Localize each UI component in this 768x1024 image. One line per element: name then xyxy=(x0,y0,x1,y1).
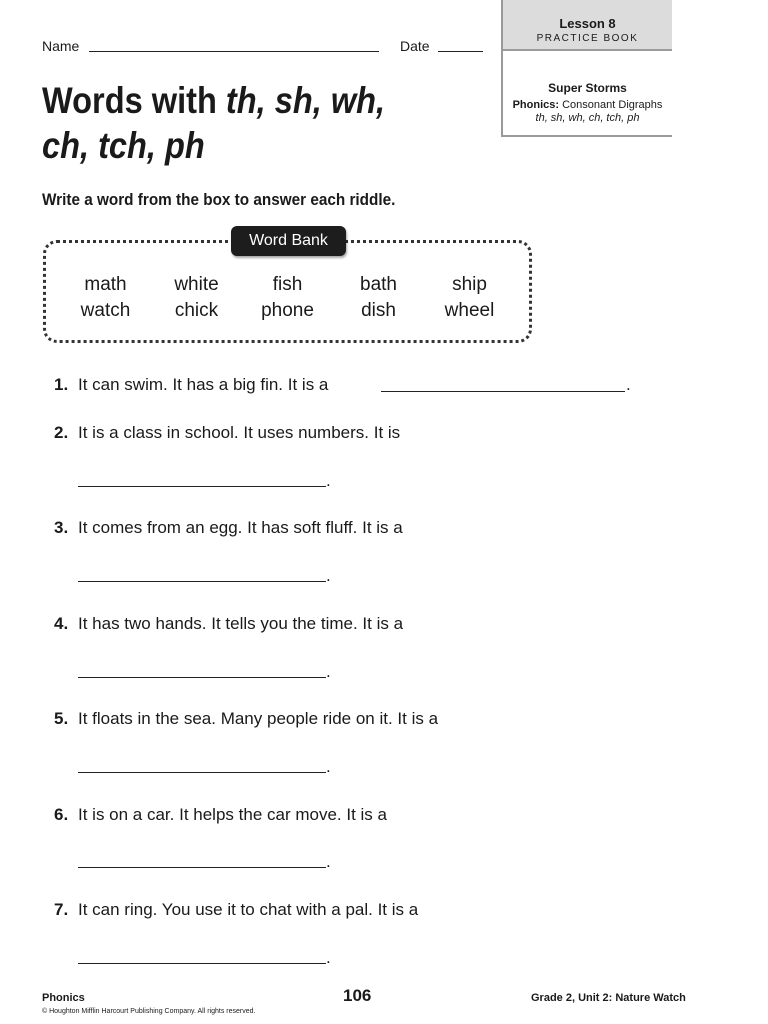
word-bank-word: ship xyxy=(452,274,487,295)
lesson-box xyxy=(501,0,672,51)
answer-period: . xyxy=(626,375,631,394)
date-label: Date xyxy=(400,38,430,54)
riddle-3 xyxy=(54,518,403,538)
word-bank-word: wheel xyxy=(444,300,495,321)
answer-line-3[interactable] xyxy=(78,581,326,582)
answer-line-2[interactable] xyxy=(78,486,326,487)
riddle-1 xyxy=(54,375,328,395)
word-bank-word: bath xyxy=(360,274,397,295)
lesson-title: Lesson 8 xyxy=(559,16,616,31)
footer-subject: Phonics xyxy=(42,992,85,1004)
riddle-text: It has two hands. It tells you the time. It is a xyxy=(78,614,404,633)
word-bank-label: Word Bank xyxy=(231,226,346,256)
title-digraphs-line1: th, sh, wh, xyxy=(225,80,386,121)
riddle-text: It is a class in school. It uses numbers. It is xyxy=(78,423,401,442)
answer-line-4[interactable] xyxy=(78,677,326,678)
riddle-number: 6. xyxy=(54,805,69,824)
answer-period: . xyxy=(326,757,331,776)
date-field-line[interactable] xyxy=(438,51,483,52)
title-prefix: Words with xyxy=(42,80,226,121)
riddle-5 xyxy=(54,709,438,729)
title-digraphs-line2: ch, tch, ph xyxy=(42,125,205,166)
answer-line-7[interactable] xyxy=(78,963,326,964)
story-title: Super Storms xyxy=(548,81,627,95)
footer-unit: Grade 2, Unit 2: Nature Watch xyxy=(531,992,686,1004)
answer-period: . xyxy=(326,948,331,967)
answer-period: . xyxy=(326,662,331,681)
riddle-text: It comes from an egg. It has soft fluff. It is a xyxy=(78,518,403,537)
page-title xyxy=(42,78,429,168)
riddle-number: 3. xyxy=(54,518,69,537)
riddle-text: It can swim. It has a big fin. It is a xyxy=(78,375,329,394)
name-label: Name xyxy=(42,38,80,54)
riddle-number: 7. xyxy=(54,900,69,919)
answer-period: . xyxy=(326,852,331,871)
riddle-6 xyxy=(54,805,387,825)
word-bank-word: white xyxy=(174,274,219,295)
answer-line-6[interactable] xyxy=(78,867,326,868)
riddle-number: 5. xyxy=(54,709,69,728)
word-bank-word: chick xyxy=(174,300,219,321)
riddle-text: It floats in the sea. Many people ride on it. It is a xyxy=(78,709,439,728)
answer-period: . xyxy=(326,471,331,490)
riddle-2 xyxy=(54,423,400,443)
word-bank-word: fish xyxy=(272,274,303,295)
lesson-info-box xyxy=(501,51,672,137)
riddle-4 xyxy=(54,614,403,634)
answer-line-5[interactable] xyxy=(78,772,326,773)
answer-line-1[interactable] xyxy=(381,391,625,392)
word-bank-word: phone xyxy=(261,300,314,321)
word-bank-word: math xyxy=(84,274,127,295)
name-field-line[interactable] xyxy=(89,51,379,52)
riddle-text: It is on a car. It helps the car move. It is a xyxy=(78,805,387,824)
riddle-7 xyxy=(54,900,418,920)
footer-copyright: © Houghton Mifflin Harcourt Publishing Company. All rights reserved. xyxy=(42,1008,256,1015)
phonics-skill xyxy=(503,99,672,111)
riddle-text: It can ring. You use it to chat with a pal. It is a xyxy=(78,900,419,919)
digraph-list: th, sh, wh, ch, tch, ph xyxy=(535,112,640,124)
answer-period: . xyxy=(326,566,331,585)
page-number: 106 xyxy=(343,986,372,1005)
word-bank-word: watch xyxy=(80,300,131,321)
word-bank-grid xyxy=(60,274,515,322)
riddle-number: 1. xyxy=(54,375,69,394)
riddle-number: 2. xyxy=(54,423,69,442)
lesson-subtitle: PRACTICE BOOK xyxy=(536,33,639,44)
phonics-label: Phonics: xyxy=(512,99,560,111)
phonics-value: Consonant Digraphs xyxy=(562,99,663,111)
riddle-number: 4. xyxy=(54,614,69,633)
word-bank-word: dish xyxy=(361,300,396,321)
instructions: Write a word from the box to answer each riddle. xyxy=(42,190,396,209)
